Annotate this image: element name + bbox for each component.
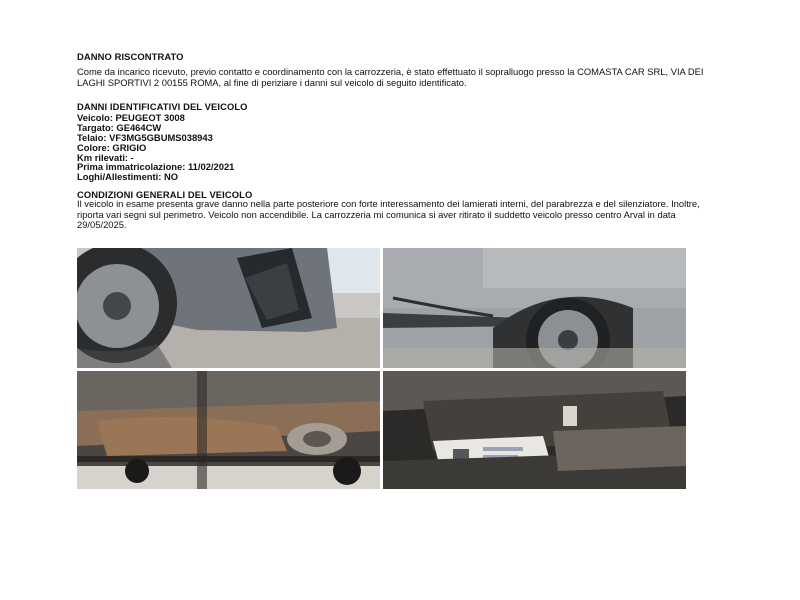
photo-rear-wheel: [383, 248, 686, 368]
section-title-identificativi: DANNI IDENTIFICATIVI DEL VEICOLO: [77, 101, 248, 112]
section-title-condizioni: CONDIZIONI GENERALI DEL VEICOLO: [77, 189, 253, 200]
field-veicolo: Veicolo: PEUGEOT 3008: [77, 112, 185, 123]
photo-underbody-label: [383, 371, 686, 489]
photo-front-bumper: [77, 248, 380, 368]
section-body-danno: Come da incarico ricevuto, previo contatto e coordinamento con la carrozzeria, è stato effettuato il sopralluogo presso la COMASTA CAR SRL, VIA DEI LAGHI SPORTIVI 2 00155 ROMA, al fine di periziare i danni sul veicolo di seguito identificato.: [77, 66, 704, 89]
field-km: Km rilevati: -: [77, 152, 134, 163]
section-title-danno: DANNO RISCONTRATO: [77, 51, 184, 62]
section-body-condizioni: Il veicolo in esame presenta grave danno nella parte posteriore con forte interessamento dei lamierati interni, del parabrezza e del silenziatore. Inoltre, riporta vari segni sul perimetro. Veicolo non accendibile. La carrozzeria mi comunica si aver ritirato il suddetto veicolo presso centro Arval in data 29/05/2025.: [77, 198, 700, 231]
field-immatricolazione: Prima immatricolazione: 11/02/2021: [77, 161, 235, 172]
field-telaio: Telaio: VF3MG5GBUMS038943: [77, 132, 213, 143]
field-targato: Targato: GE464CW: [77, 122, 162, 133]
field-loghi: Loghi/Allestimenti: NO: [77, 171, 179, 182]
photo-underbody-silencer: [77, 371, 380, 489]
field-colore: Colore: GRIGIO: [77, 142, 147, 153]
